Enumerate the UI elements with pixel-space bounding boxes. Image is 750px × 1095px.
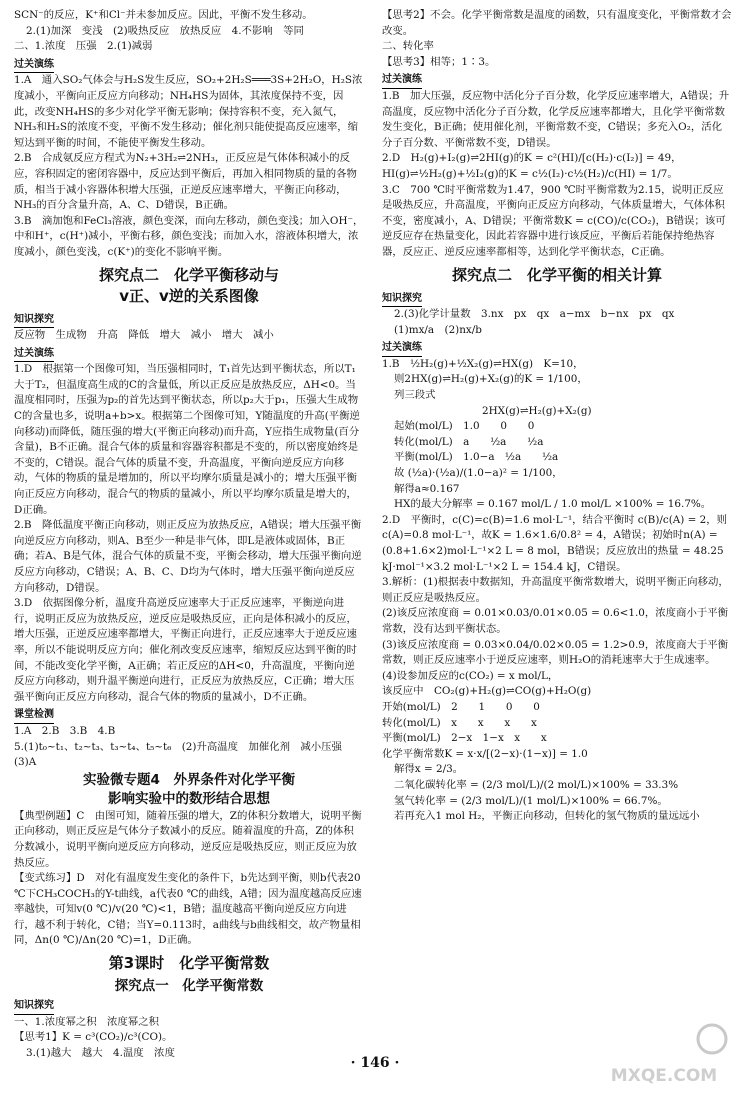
text-line: 解得a≈0.167 [394, 482, 460, 495]
answer-paragraph: 2.B 降低温度平衡正向移动，则正反应为放热反应，A错误；增大压强平衡向逆反应方向移动，则A、B至少一种是非气体，即L是液体或固体，B正确；若A、B是气体，混合气体的质量不变，平衡会移动，增大压强平衡向逆反应方向移动，C错误；A、B、C、D均为气体时，增大压强平衡向逆反应方向移动，D错误。 [14, 519, 362, 594]
section-label: 过关演练 [382, 72, 422, 89]
answer-paragraph: 2.B 合成氨反应方程式为N₂+3H₂⇌2NH₃，正反应是气体体积减小的反应，容积固定的密闭容器中，反应达到平衡后，再加入相同物质的量的各物质，相当于减小容器体积增大压强，正逆反应速率增大，平衡正向移动，NH₃的百分含量升高，A、C、D错误，B正确。 [14, 152, 357, 212]
answer-paragraph: 3.解析：(1)根据表中数据知，升高温度平衡常数增大，说明平衡正向移动，则正反应是吸热反应。 [382, 576, 729, 604]
right-column [382, 8, 732, 825]
table-row: 起始(mol/L) 1.0 0 0 [394, 420, 535, 433]
text-line: 一、1.浓度幂之积 浓度幂之积 [14, 1015, 159, 1028]
section-heading: 实验微专题4 外界条件对化学平衡 [83, 771, 295, 788]
equation-line: 该反应中 CO₂(g)+H₂(g)⇌CO(g)+H₂O(g) [382, 685, 592, 698]
answer-paragraph: 2.D 平衡时，c(C)=c(B)=1.6 mol·L⁻¹，结合平衡时 c(B)/c(A) = 2，则c(A)=0.8 mol·L⁻¹，故K = 1.6×1.6/0.8² = 4，A错误；初始时n(A) = (0.8+1.6×2)mol·L⁻¹×2 L = 8 mol，B错误；反应放出的热量 = 48.25 kJ·mol⁻¹×3.2 mol·L⁻¹×2 L = 154.4 kJ，C错误。 [382, 513, 728, 573]
equation-line: 化学平衡常数K = x·x/[(2−x)·(1−x)] = 1.0 [382, 747, 588, 760]
section-heading: 探究点二 化学平衡的相关计算 [451, 265, 662, 284]
section-label: 过关演练 [382, 340, 422, 357]
text-line: 3.(1)越大 越大 4.温度 浓度 [26, 1046, 175, 1059]
equation-line: HX的最大分解率 = 0.167 mol/L / 1.0 mol/L ×100% = 16.7%。 [394, 498, 712, 511]
text-line: SCN⁻的反应，K⁺和Cl⁻并未参加反应。因此，平衡不发生移动。 [14, 9, 313, 21]
text-line: 5.(1)t₀~t₁、t₂~t₃、t₃~t₄、t₅~t₆ (2)升高温度 加催化剂 减小压强 (3)A [14, 740, 353, 769]
section-label: 课堂检测 [14, 707, 54, 724]
watermark-text: MXQE.COM [610, 1066, 718, 1086]
page-number: · 146 · [350, 1055, 400, 1071]
table-row: 平衡(mol/L) 1.0−a ½a ½a [394, 451, 559, 464]
text-line: 列三段式 [394, 389, 436, 402]
answer-paragraph: (2)该反应浓度商 = 0.01×0.03/0.01×0.05 = 0.6<1.0，浓度商小于平衡常数，没有达到平衡状态。 [382, 607, 729, 635]
section-label: 知识探究 [14, 998, 54, 1015]
text-line: 二、转化率 [382, 40, 434, 53]
section-heading-sub: v正、v逆的关系图像 [119, 286, 259, 305]
table-row: 转化(mol/L) a ½a ½a [394, 435, 544, 448]
text-line: 解得x = 2/3。 [394, 763, 464, 776]
section-label: 过关演练 [14, 57, 54, 74]
text-line: 2.(1)加深 变浅 (2)吸热反应 放热反应 4.不影响 等同 [26, 24, 304, 37]
answer-paragraph: 【典型例题】C 由图可知，随着压强的增大，Z的体积分数增大，说明平衡正向移动，则正反应是气体分子数减小的反应。随着温度的升高，Z的体积分数减小，说明平衡向逆反应方向移动，逆反应是吸热反应，则正反应为放热反应。 [14, 809, 362, 869]
equation-line: 氢气转化率 = (2/3 mol/L)/(1 mol/L)×100% = 66.7%。 [394, 794, 668, 807]
answer-paragraph: 1.B 加大压强，反应物中活化分子百分数，化学反应速率增大，A错误；升高温度，反应物中活化分子百分数，化学反应速率都增大，且化学平衡常数发生变化，B正确；使用催化剂，平衡常数不变，C错误；多充入O₂，活化分子百分数、平衡常数不变，D错误。 [382, 89, 730, 149]
table-row: 开始(mol/L) 2 1 0 0 [382, 700, 540, 713]
section-heading: 探究点一 化学平衡常数 [114, 978, 264, 995]
section-heading: 探究点二 化学平衡移动与 [98, 265, 279, 284]
text-line: (1)mx/a (2)nx/b [394, 323, 482, 336]
equation-line: 二氧化碳转化率 = (2/3 mol/L)/(2 mol/L)×100% = 33.3% [394, 778, 679, 791]
text-line: 则2HX(g)⇌H₂(g)+X₂(g)的K = 1/100， [394, 373, 588, 386]
answer-paragraph: 1.A 通入SO₂气体会与H₂S发生反应，SO₂+2H₂S═══3S+2H₂O，H₂S浓度减小，平衡向正反应方向移动；NH₄HS为固体，其浓度保持不变，因此，改变NH₄HS的多少对化学平衡无影响；保持容积不变，充入氮气，NH₃和H₂S的浓度不变，平衡不发生移动；催化剂只能使提高反应速率，缩短达到平衡的时间，不能使平衡发生移动。 [14, 74, 363, 149]
text-line: 【思考1】K = c³(CO₂)/c³(CO)。 [14, 1031, 173, 1044]
section-label: 知识探究 [14, 312, 54, 329]
watermark-logo [594, 1019, 734, 1089]
text-line: 若再充入1 mol H₂，平衡正向移动，但转化的氢气物质的量远远小 [394, 810, 700, 823]
equation-line: 2HX(g)⇌H₂(g)+X₂(g) [482, 404, 592, 417]
text-line: 二、1.浓度 压强 2.(1)减弱 [14, 40, 153, 53]
text-line: 1.A 2.B 3.B 4.B [14, 724, 116, 737]
equation-line: 故 (½a)·(½a)/(1.0−a)² = 1/100， [394, 467, 563, 480]
answer-paragraph: 3.C 700 ℃时平衡常数为1.47，900 ℃时平衡常数为2.15，说明正反应是吸热反应，升高温度，平衡向正反应方向移动，气体质量增大，气体体积不变，密度减小，A、D错误；平衡常数K = c(CO)/c(CO₂)，B错误；该可逆反应存在热量变化，因此若容器中进行该反应，平衡后若能保持绝热容器，反应正、逆反应速率都相等，达到化学平衡状态，C正确。 [382, 183, 726, 258]
answer-paragraph: 3.D 依据图像分析，温度升高逆反应速率大于正反应速率，平衡逆向进行，说明正反应为放热反应，逆反应是吸热反应，正向是体积减小的反应，增大压强，正逆反应速率都增大，平衡正向进行，正反应速率大于逆反应速率，所以不能说明反应方向；催化剂改变反应速率，缩短反应达到平衡的时间，不能改变化学平衡，A正确；若正反应的ΔH<0，升高温度，平衡向逆反应方向移动，则升温平衡逆向进行，正反应为放热反应，C正确；增大压强平衡向正反应方向移动，混合气体的物质的量减小，D不正确。 [14, 597, 357, 703]
table-row: 平衡(mol/L) 2−x 1−x x x [382, 732, 547, 745]
section-label: 知识探究 [382, 291, 422, 308]
section-label: 过关演练 [14, 346, 54, 363]
answer-paragraph: 【思考2】不会。化学平衡常数是温度的函数，只有温度变化，平衡常数才会改变。 [382, 9, 732, 37]
answer-paragraph: 3.B 滴加饱和FeCl₃溶液，颜色变深，而向左移动，颜色变浅；加入OH⁻，中和H⁺，c(H⁺)减小，平衡右移，颜色变浅；而加入水，溶液体积增大，浓度减小，颜色变浅，c(K⁺)的变化不影响平衡。 [14, 214, 364, 258]
text-line: 1.B ½H₂(g)+½X₂(g)⇌HX(g) K=10， [382, 357, 584, 370]
answer-paragraph: 【变式练习】D 对化有温度发生变化的条件下，b先达到平衡，则b代表20 ℃下CH₃COCH₃的Y-t曲线，a代表0 ℃的曲线，A错；因为温度越高反应速率越快，可知v(0 ℃)/v(20 ℃)<1，B错；温度越高平衡向逆反应方向进行，越不利于转化，C错；当Y=0.113时，a曲线与b曲线相交，故产物量相同，Δn(0 ℃)/Δn(20 ℃)=1，D正确。 [14, 872, 362, 947]
text-line: 【思考3】相等；1∶3。 [382, 55, 496, 68]
left-column [14, 8, 364, 1061]
text-line: 2.(3)化学计量数 3.nx px qx a−mx b−nx px qx [394, 308, 675, 321]
section-heading-sub: 影响实验中的数形结合思想 [108, 790, 270, 807]
answer-paragraph: 1.D 根据第一个图像可知，当压强相同时，T₁首先达到平衡状态，所以T₁大于T₂，但温度高生成的C的含量低，所以正反应是放热反应，ΔH<0。当温度相同时，压强为p₂的首先达到平衡状态，所以p₂大于p₁，压强大生成物C的含量也多，说明a+b>x。根据第二个图像可知，Y随温度的升高(平衡逆向移动)而降低，随压强的增大(平衡正向移动)而升高，Y应指生成物量(百分含量)，B不正确。混合气体的质量和容器容积都是不变的，所以密度始终是不变的，C错误。混合气体的质量不变，升高温度，平衡向逆反应方向移动，气体的物质的量是增加的，所以平均摩尔质量是减小的；增大压强平衡向正反应方向移动，混合气的物质的量减小，所以平均摩尔质量是增大的，D正确。 [14, 363, 360, 516]
text-line: (4)设参加反应的c(CO₂) = x mol/L， [382, 669, 559, 682]
answer-paragraph: (3)该反应浓度商 = 0.03×0.04/0.02×0.05 = 1.2>0.9，浓度商大于平衡常数，则正反应速率小于逆反应速率，则H₂O的消耗速率大于生成速率。 [382, 638, 729, 667]
text-line: 反应物 生成物 升高 降低 增大 减小 增大 减小 [14, 329, 274, 342]
lesson-title: 第3课时 化学平衡常数 [108, 954, 270, 973]
answer-paragraph: 2.D H₂(g)+I₂(g)⇌2HI(g)的K = c²(HI)/[c(H₂)·c(I₂)] = 49，HI(g)⇌½H₂(g)+½I₂(g)的K = c½(I₂)·c½(H₂)/c(HI) = 1/7。 [382, 152, 682, 180]
table-row: 转化(mol/L) x x x x [382, 716, 537, 729]
